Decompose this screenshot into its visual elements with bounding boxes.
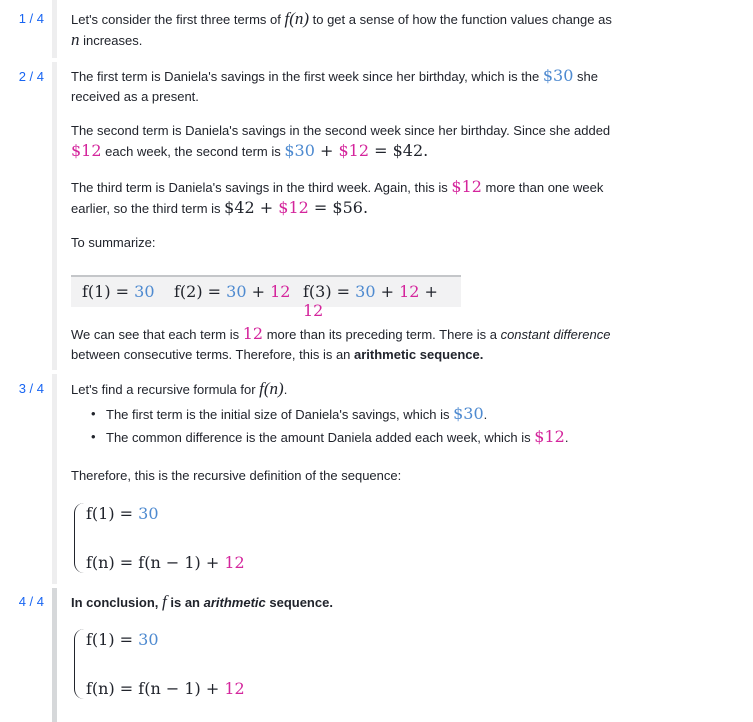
step-label-3: 3 / 4 bbox=[18, 381, 44, 396]
summary-f2: f(2) = 30 + 12 bbox=[174, 282, 291, 301]
summary-box bbox=[71, 275, 461, 320]
step-2-para-3: The third term is Daniela's savings in the third week. Again, this is $12 more than one week earlier, so the third term is $42 + $12 = $56. bbox=[71, 177, 604, 217]
step-4-conclusion: In conclusion, f is an arithmetic sequence. bbox=[71, 592, 333, 611]
step-2-para-1: The first term is Daniela's savings in the first week since her birthday, which is the $30 she received as a present. bbox=[71, 66, 598, 104]
step-bar-4 bbox=[52, 588, 57, 722]
step-label-4: 4 / 4 bbox=[18, 594, 44, 609]
step-label-2: 2 / 4 bbox=[18, 69, 44, 84]
left-brace bbox=[74, 503, 85, 573]
step-bar-2 bbox=[52, 62, 57, 370]
step-bar-1 bbox=[52, 0, 57, 58]
final-eq-1: f(1) = 30 bbox=[86, 630, 159, 649]
step-bar-3 bbox=[52, 374, 57, 584]
summary-f3: f(3) = 30 + 12 + 12 bbox=[303, 282, 438, 320]
step-3-therefore: Therefore, this is the recursive definition of the sequence: bbox=[71, 468, 402, 483]
recursive-eq-2: f(n) = f(n − 1) + 12 bbox=[86, 553, 245, 572]
step-2-para-4: We can see that each term is 12 more than its preceding term. There is a constant difference between consecutive terms. Therefore, this is an arithmetic sequence. bbox=[71, 324, 611, 362]
bullet-first-term: • The first term is the initial size of Daniela's savings, which is $30. bbox=[71, 403, 671, 426]
summarize-label: To summarize: bbox=[71, 235, 156, 250]
step-3-bullets bbox=[71, 403, 671, 449]
bullet-common-difference: • The common difference is the amount Daniela added each week, which is $12. bbox=[71, 426, 671, 449]
summary-f1: f(1) = 30 bbox=[82, 282, 155, 301]
recursive-eq-1: f(1) = 30 bbox=[86, 504, 159, 523]
step-label-1: 1 / 4 bbox=[18, 11, 44, 26]
step-3-intro: Let's find a recursive formula for f(n). bbox=[71, 379, 288, 398]
step-2-para-2: The second term is Daniela's savings in the second week since her birthday. Since she added $12 each week, the second term is $30 + $12 = $42. bbox=[71, 123, 611, 160]
final-eq-2: f(n) = f(n − 1) + 12 bbox=[86, 679, 245, 698]
step-1-text: Let's consider the first three terms of f(n) to get a sense of how the function values change as n increases. bbox=[71, 9, 612, 49]
left-brace-final bbox=[74, 629, 85, 699]
